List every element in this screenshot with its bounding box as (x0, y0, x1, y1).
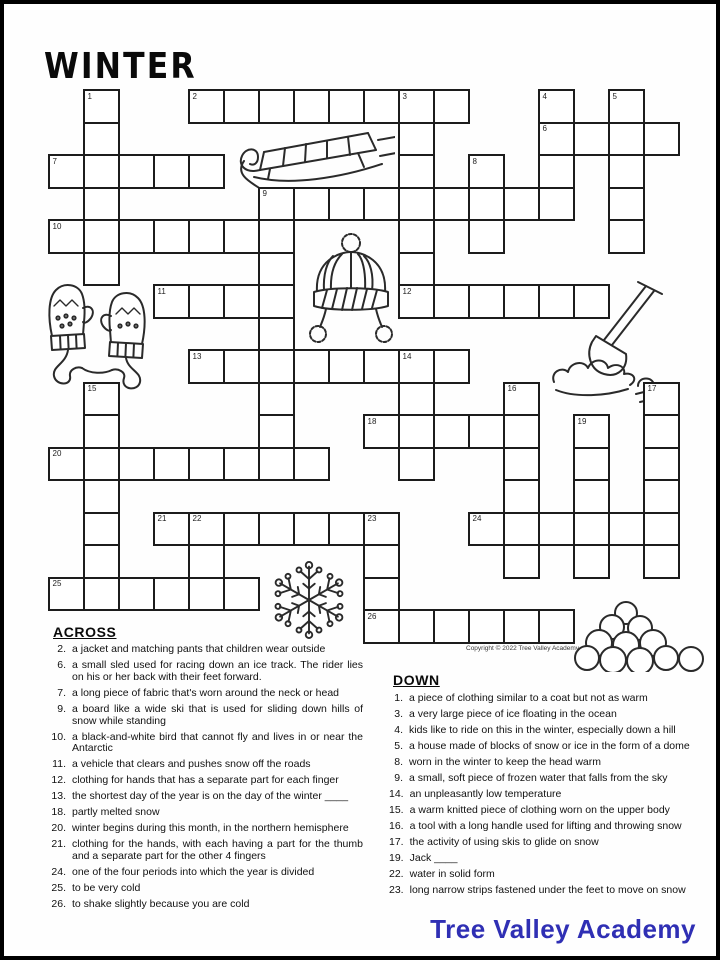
grid-cell-r13c6[interactable] (258, 512, 295, 547)
clue-text: a jacket and matching pants that children wear outside (72, 643, 326, 655)
grid-cell-r2c3[interactable] (153, 154, 190, 189)
grid-cell-r9c10[interactable] (398, 382, 435, 417)
clue-number: 23. (389, 883, 404, 896)
grid-cell-r0c6[interactable] (258, 89, 295, 124)
clue-text: worn in the winter to keep the head warm (409, 755, 602, 768)
grid-cell-r1c15[interactable] (573, 122, 610, 157)
clue-number: 7. (57, 686, 66, 699)
cell-number-1: 1 (87, 91, 92, 101)
cell-number-26: 26 (367, 611, 377, 621)
clue-text: partly melted snow (72, 806, 160, 819)
grid-cell-r1c16[interactable] (608, 122, 645, 157)
clue-number: 12. (51, 774, 66, 787)
grid-cell-r15c1[interactable] (83, 577, 120, 612)
clue-text: Jack ____ (409, 851, 458, 864)
grid-cell-r0c7[interactable] (293, 89, 330, 124)
grid-cell-r15c3[interactable] (153, 577, 190, 612)
cell-number-20: 20 (52, 449, 62, 458)
clue-text: long narrow strips fastened under the feet to move on snow (409, 883, 686, 896)
grid-cell-r8c6[interactable] (258, 349, 295, 384)
grid-cell-r2c2[interactable] (118, 154, 155, 189)
clue-number: 3. (394, 707, 403, 720)
clue-number: 21. (51, 838, 66, 851)
clue-number: 25. (51, 882, 66, 894)
grid-cell-r12c1[interactable] (83, 479, 120, 514)
clue-text: a tool with a long handle used for lifting and throwing snow (409, 819, 682, 832)
grid-cell-r11c15[interactable] (573, 447, 610, 482)
grid-cell-r8c9[interactable] (363, 349, 400, 384)
grid-cell-r12c15[interactable] (573, 479, 610, 514)
grid-cell-r10c11[interactable] (433, 414, 470, 449)
clue-number: 9. (394, 771, 403, 784)
grid-cell-r12c13[interactable] (503, 479, 540, 514)
cell-number-11: 11 (157, 286, 166, 296)
snowflake-illustration-icon (266, 559, 352, 641)
grid-cell-r4c6[interactable] (258, 219, 295, 254)
across-section-title: ACROSS (53, 624, 117, 640)
cell-number-17: 17 (647, 384, 657, 393)
down-clue-17 (389, 837, 705, 849)
grid-cell-r11c13[interactable] (503, 447, 540, 482)
cell-number-22: 22 (192, 514, 202, 523)
grid-cell-r11c4[interactable] (188, 447, 225, 482)
cell-number-21: 21 (157, 514, 167, 523)
grid-cell-r6c13[interactable] (503, 284, 540, 319)
grid-cell-r4c1[interactable] (83, 219, 120, 254)
clue-number: 24. (51, 866, 66, 879)
grid-cell-r11c1[interactable] (83, 447, 120, 482)
grid-cell-r4c10[interactable] (398, 219, 435, 254)
down-clue-list (389, 693, 705, 901)
clue-number: 16. (389, 819, 404, 832)
grid-cell-r13c8[interactable] (328, 512, 365, 547)
clue-number: 20. (51, 822, 66, 835)
grid-cell-r4c5[interactable] (223, 219, 260, 254)
grid-cell-r11c2[interactable] (118, 447, 155, 482)
clue-number: 22. (389, 867, 404, 880)
grid-cell-r16c12[interactable] (468, 609, 505, 644)
grid-cell-r3c11[interactable] (433, 187, 470, 222)
across-clue-20 (49, 823, 363, 835)
across-clue-13 (49, 791, 363, 803)
grid-cell-r3c1[interactable] (83, 187, 120, 222)
cell-number-16: 16 (507, 384, 517, 393)
cell-number-3: 3 (402, 91, 407, 101)
grid-cell-r0c11[interactable] (433, 89, 470, 124)
clue-number: 13. (51, 790, 66, 803)
grid-cell-r13c1[interactable] (83, 512, 120, 547)
cell-number-12: 12 (402, 286, 412, 296)
across-clue-24 (49, 867, 363, 879)
clue-number: 6. (57, 658, 66, 671)
grid-cell-r5c1[interactable] (83, 252, 120, 287)
down-clue-4 (389, 725, 705, 737)
clue-text: to be very cold (72, 882, 141, 894)
grid-cell-r10c17[interactable] (643, 414, 680, 449)
grid-cell-r11c7[interactable] (293, 447, 330, 482)
cell-number-19: 19 (577, 416, 587, 426)
grid-cell-r13c17[interactable] (643, 512, 680, 547)
across-clue-21 (49, 839, 363, 863)
clue-text: a long piece of fabric that's worn around the neck or head (72, 686, 340, 699)
grid-cell-r15c5[interactable] (223, 577, 260, 612)
cell-number-2: 2 (192, 91, 197, 101)
cell-number-4: 4 (542, 91, 547, 101)
clue-number: 9. (57, 702, 66, 715)
grid-cell-r3c9[interactable] (363, 187, 400, 222)
cell-number-18: 18 (367, 416, 377, 426)
clue-number: 19. (389, 851, 404, 864)
grid-cell-r14c4[interactable] (188, 544, 225, 579)
grid-cell-r13c16[interactable] (608, 512, 645, 547)
grid-cell-r8c8[interactable] (328, 349, 365, 384)
grid-cell-r16c11[interactable] (433, 609, 470, 644)
clue-text: clothing for hands that has a separate part for each finger (72, 774, 339, 787)
grid-cell-r6c14[interactable] (538, 284, 575, 319)
cell-number-7: 7 (52, 156, 57, 166)
grid-cell-r2c16[interactable] (608, 154, 645, 189)
grid-cell-r2c4[interactable] (188, 154, 225, 189)
grid-cell-r16c10[interactable] (398, 609, 435, 644)
grid-cell-r15c4[interactable] (188, 577, 225, 612)
grid-cell-r8c7[interactable] (293, 349, 330, 384)
grid-cell-r6c12[interactable] (468, 284, 505, 319)
clue-text: a small sled used for racing down an ice track. The rider lies on his or her back with their feet forward. (72, 658, 363, 683)
grid-cell-r14c17[interactable] (643, 544, 680, 579)
clue-text: a black-and-white bird that cannot fly and lives in or near the Antarctic (72, 730, 363, 755)
grid-cell-r4c2[interactable] (118, 219, 155, 254)
clue-text: a piece of clothing similar to a coat but not as warm (409, 692, 648, 704)
cell-number-8: 8 (472, 156, 477, 166)
grid-cell-r3c8[interactable] (328, 187, 365, 222)
grid-cell-r3c16[interactable] (608, 187, 645, 222)
clue-text: a house made of blocks of snow or ice in the form of a dome (409, 739, 690, 752)
cell-number-13: 13 (192, 351, 202, 361)
grid-cell-r4c3[interactable] (153, 219, 190, 254)
clue-text: a warm knitted piece of clothing worn on the upper body (409, 803, 670, 816)
grid-cell-r1c17[interactable] (643, 122, 680, 157)
cell-number-6: 6 (542, 124, 547, 133)
across-clue-list (49, 644, 363, 915)
grid-cell-r13c14[interactable] (538, 512, 575, 547)
down-clue-14 (389, 789, 705, 801)
grid-cell-r4c12[interactable] (468, 219, 505, 254)
grid-cell-r11c17[interactable] (643, 447, 680, 482)
grid-cell-r8c5[interactable] (223, 349, 260, 384)
clue-text: kids like to ride on this in the winter, especially down a hill (409, 723, 676, 736)
clue-text: a vehicle that clears and pushes snow off the roads (72, 758, 311, 771)
grid-cell-r0c5[interactable] (223, 89, 260, 124)
clue-text: an unpleasantly low temperature (409, 787, 562, 800)
grid-cell-r6c15[interactable] (573, 284, 610, 319)
grid-cell-r13c13[interactable] (503, 512, 540, 547)
grid-cell-r14c15[interactable] (573, 544, 610, 579)
grid-cell-r9c6[interactable] (258, 382, 295, 417)
down-clue-1 (389, 693, 705, 705)
across-clue-11 (49, 759, 363, 771)
grid-cell-r4c16[interactable] (608, 219, 645, 254)
grid-cell-r10c10[interactable] (398, 414, 435, 449)
grid-cell-r5c6[interactable] (258, 252, 295, 287)
grid-cell-r11c5[interactable] (223, 447, 260, 482)
down-section-title: DOWN (393, 672, 440, 688)
down-clue-3 (389, 709, 705, 721)
grid-cell-r12c17[interactable] (643, 479, 680, 514)
clue-text: a board like a wide ski that is used for sliding down hills of snow while standing (72, 702, 363, 727)
cell-number-9: 9 (262, 189, 267, 198)
clue-number: 8. (394, 755, 403, 768)
grid-cell-r10c1[interactable] (83, 414, 120, 449)
down-clue-9 (389, 773, 705, 785)
cell-number-24: 24 (472, 514, 482, 523)
grid-cell-r2c10[interactable] (398, 154, 435, 189)
down-clue-22 (389, 869, 705, 881)
clue-number: 18. (51, 806, 66, 819)
grid-cell-r3c12[interactable] (468, 187, 505, 222)
cell-number-5: 5 (612, 91, 617, 101)
grid-cell-r6c5[interactable] (223, 284, 260, 319)
clue-text: a small, soft piece of frozen water that falls from the sky (409, 771, 668, 784)
grid-cell-r13c7[interactable] (293, 512, 330, 547)
clue-number: 15. (389, 803, 404, 816)
grid-cell-r3c10[interactable] (398, 187, 435, 222)
grid-cell-r16c13[interactable] (503, 609, 540, 644)
grid-cell-r0c9[interactable] (363, 89, 400, 124)
grid-cell-r1c10[interactable] (398, 122, 435, 157)
clue-number: 1. (394, 692, 403, 704)
cell-number-10: 10 (52, 221, 62, 231)
grid-cell-r11c3[interactable] (153, 447, 190, 482)
across-clue-18 (49, 807, 363, 819)
grid-cell-r10c12[interactable] (468, 414, 505, 449)
across-clue-26 (49, 899, 363, 911)
grid-cell-r13c5[interactable] (223, 512, 260, 547)
across-clue-6 (49, 660, 363, 684)
mittens-illustration-icon (42, 278, 152, 396)
cell-number-23: 23 (367, 514, 377, 523)
clue-number: 2. (57, 643, 66, 655)
down-clue-5 (389, 741, 705, 753)
copyright-text: Copyright © 2022 Tree Valley Academy (466, 645, 580, 652)
grid-cell-r15c9[interactable] (363, 577, 400, 612)
clue-number: 10. (51, 730, 66, 743)
grid-cell-r16c14[interactable] (538, 609, 575, 644)
down-clue-23 (389, 885, 705, 897)
grid-cell-r14c9[interactable] (363, 544, 400, 579)
across-clue-7 (49, 688, 363, 700)
cell-number-14: 14 (402, 351, 412, 361)
clue-number: 17. (389, 835, 404, 848)
clue-text: to shake slightly because you are cold (72, 897, 250, 910)
grid-cell-r1c1[interactable] (83, 122, 120, 157)
grid-cell-r14c13[interactable] (503, 544, 540, 579)
grid-cell-r5c10[interactable] (398, 252, 435, 287)
page-title: WINTER (44, 46, 197, 88)
grid-cell-r13c15[interactable] (573, 512, 610, 547)
grid-cell-r11c10[interactable] (398, 447, 435, 482)
grid-cell-r3c14[interactable] (538, 187, 575, 222)
across-clue-2 (49, 644, 363, 656)
grid-cell-r8c11[interactable] (433, 349, 470, 384)
down-clue-15 (389, 805, 705, 817)
grid-cell-r4c4[interactable] (188, 219, 225, 254)
winter-hat-illustration-icon (300, 230, 402, 344)
clue-number: 4. (394, 723, 403, 736)
down-clue-8 (389, 757, 705, 769)
across-clue-9 (49, 704, 363, 728)
clue-text: the activity of using skis to glide on snow (409, 835, 599, 848)
grid-cell-r3c13[interactable] (503, 187, 540, 222)
grid-cell-r7c6[interactable] (258, 317, 295, 352)
clue-text: the shortest day of the year is on the day of the winter ____ (72, 790, 349, 803)
grid-cell-r6c4[interactable] (188, 284, 225, 319)
grid-cell-r3c7[interactable] (293, 187, 330, 222)
grid-cell-r2c1[interactable] (83, 154, 120, 189)
cell-number-25: 25 (52, 579, 62, 588)
snowball-pile-illustration-icon (574, 600, 704, 672)
clue-text: clothing for the hands, with each having a part for the thumb and a separate part for the other 4 fingers (72, 838, 363, 863)
grid-cell-r14c1[interactable] (83, 544, 120, 579)
brand-logo-text: Tree Valley Academy (430, 914, 696, 944)
clue-text: a very large piece of ice floating in the ocean (409, 707, 617, 720)
clue-number: 26. (51, 897, 66, 910)
clue-text: water in solid form (409, 867, 495, 880)
across-clue-12 (49, 775, 363, 787)
grid-cell-r2c14[interactable] (538, 154, 575, 189)
across-clue-25 (49, 883, 363, 895)
clue-text: winter begins during this month, in the northern hemisphere (72, 822, 349, 835)
grid-cell-r11c6[interactable] (258, 447, 295, 482)
grid-cell-r15c2[interactable] (118, 577, 155, 612)
grid-cell-r6c11[interactable] (433, 284, 470, 319)
grid-cell-r10c13[interactable] (503, 414, 540, 449)
grid-cell-r6c6[interactable] (258, 284, 295, 319)
down-clue-16 (389, 821, 705, 833)
clue-number: 5. (394, 739, 403, 752)
down-clue-19 (389, 853, 705, 865)
cell-number-15: 15 (87, 384, 97, 393)
clue-number: 14. (389, 787, 404, 800)
clue-text: one of the four periods into which the year is divided (72, 866, 315, 879)
across-clue-10 (49, 732, 363, 756)
clue-number: 11. (52, 758, 66, 771)
grid-cell-r10c6[interactable] (258, 414, 295, 449)
grid-cell-r0c8[interactable] (328, 89, 365, 124)
